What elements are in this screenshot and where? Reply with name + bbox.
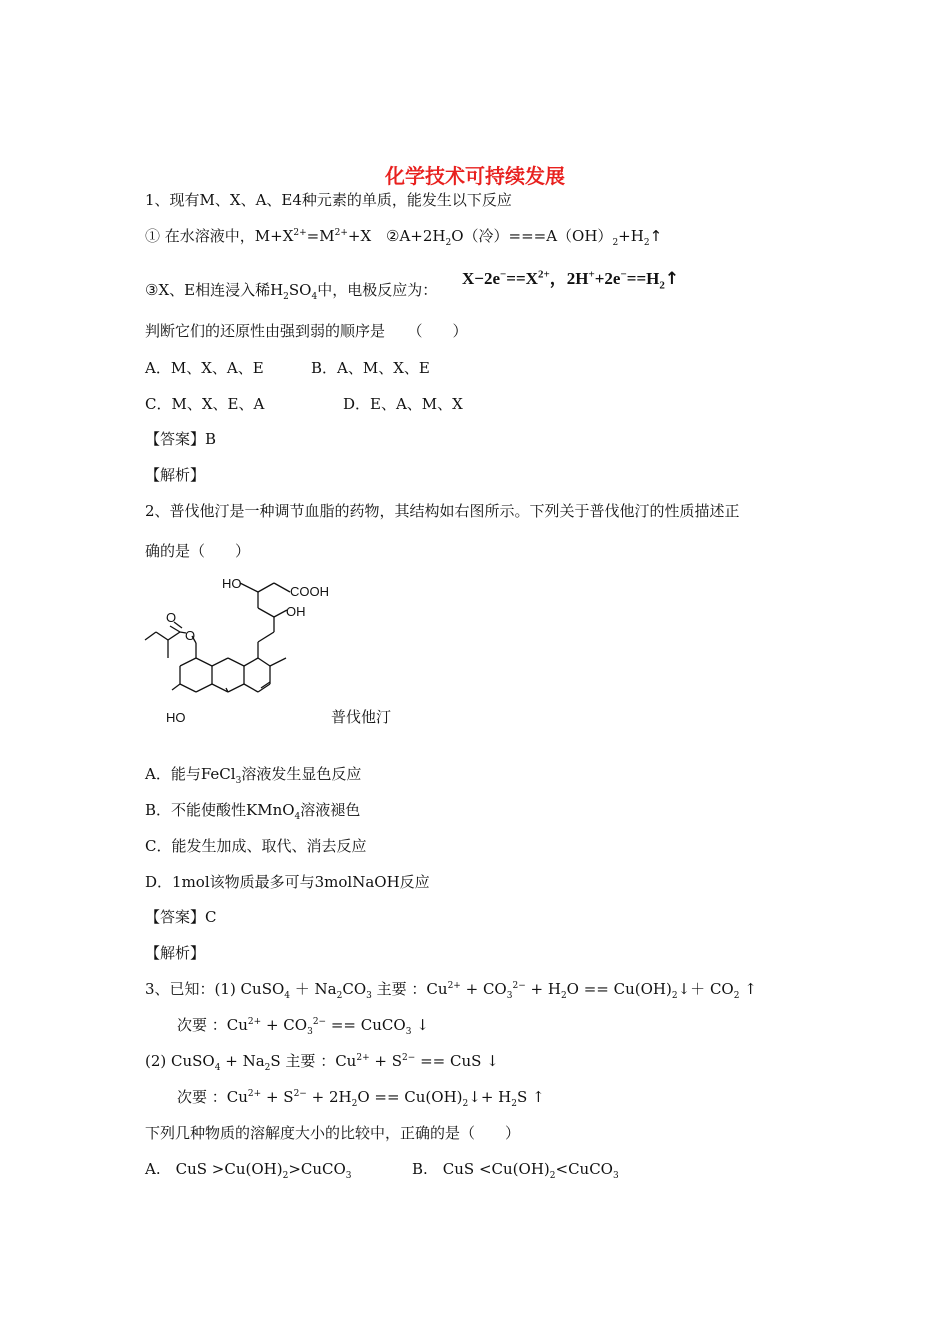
page-title: 化学技术可持续发展	[385, 164, 565, 188]
q1-reaction-3: ③X、E相连浸入稀$H_2SO_4$中，电极反应为：	[145, 281, 438, 302]
q3-option-b: B. CuS $<Cu(OH)_2<CuCO_3$	[412, 1160, 619, 1181]
q2-stem-line2: 确的是（ ）	[145, 542, 251, 560]
q2-option-d: D．1mol该物质最多可与3molNaOH反应	[145, 873, 430, 891]
q1-option-b: B．A、M、X、E	[311, 359, 430, 377]
label-oh: OH	[286, 604, 306, 619]
q1-reaction-1: ① 在水溶液中，$M+X^{2+}=M^{2+}+X$	[145, 227, 372, 245]
q1-answer: 【答案】B	[145, 430, 217, 448]
q1-option-d: D．E、A、M、X	[343, 395, 463, 413]
q1-reaction-2: $②A+2H_2O$（冷）$===A(OH)_2+H_2↑$	[386, 227, 663, 248]
q2-option-c: C．能发生加成、取代、消去反应	[145, 837, 367, 855]
label-carbonyl-o: O	[166, 610, 177, 625]
q1-option-c: C．M、X、E、A	[145, 395, 265, 413]
electrode-equation: $X-2e^-==X^{2+}$，$2H^++2e^-==H_2↑$	[462, 268, 680, 292]
label-ho-bottom: HO	[166, 710, 186, 725]
q1-analysis: 【解析】	[145, 466, 206, 484]
q3-line2: 次要 ：$Cu^{2+} + CO_3^{2-}$ == CuCO$_3$ ↓	[177, 1016, 429, 1037]
label-cooh: COOH	[290, 584, 329, 599]
q2-option-b: B．不能使酸性KMnO$_4$溶液褪色	[145, 801, 361, 822]
label-ho-top: HO	[222, 576, 242, 591]
q2-option-a: A．能与FeCl$_3$溶液发生显色反应	[145, 765, 362, 786]
q1-option-a: A．M、X、A、E	[145, 359, 264, 377]
structure-caption: 普伐他汀	[331, 708, 392, 726]
q3-line3: (2) CuSO$_4$ + $Na_2S$ 主要 ：$Cu^{2+} + S^{2-}$ == CuS ↓	[145, 1052, 499, 1073]
q3-line4: 次要 ：$Cu^{2+} + S^{2-} + 2H_2O$ == $Cu(OH)_2↓+ H_2S$ ↑	[177, 1088, 545, 1109]
q3-option-a: A. CuS $>Cu(OH)_2>CuCO_3$	[145, 1160, 352, 1181]
q1-ask: 判断它们的还原性由强到弱的顺序是 （ ）	[145, 322, 468, 340]
q1-stem: 1、现有M、X、A、E4种元素的单质，能发生以下反应	[145, 191, 512, 209]
pravastatin-structure	[140, 570, 370, 730]
label-ester-o: O	[185, 628, 196, 643]
q2-stem-line1: 2、普伐他汀是一种调节血脂的药物，其结构如右图所示。下列关于普伐他汀的性质描述正	[145, 502, 740, 520]
q2-answer: 【答案】C	[145, 908, 217, 926]
q3-line1: 3、已知：(1) CuSO$_4$ ＋ $Na_2CO_3$ 主要 ：$Cu^{2+} + CO_3^{2-} + H_2O$ == $Cu(OH)_2↓+ CO_2$ ↑	[145, 980, 757, 1001]
q2-analysis: 【解析】	[145, 944, 206, 962]
q3-ask: 下列几种物质的溶解度大小的比较中，正确的是（ ）	[145, 1124, 521, 1142]
